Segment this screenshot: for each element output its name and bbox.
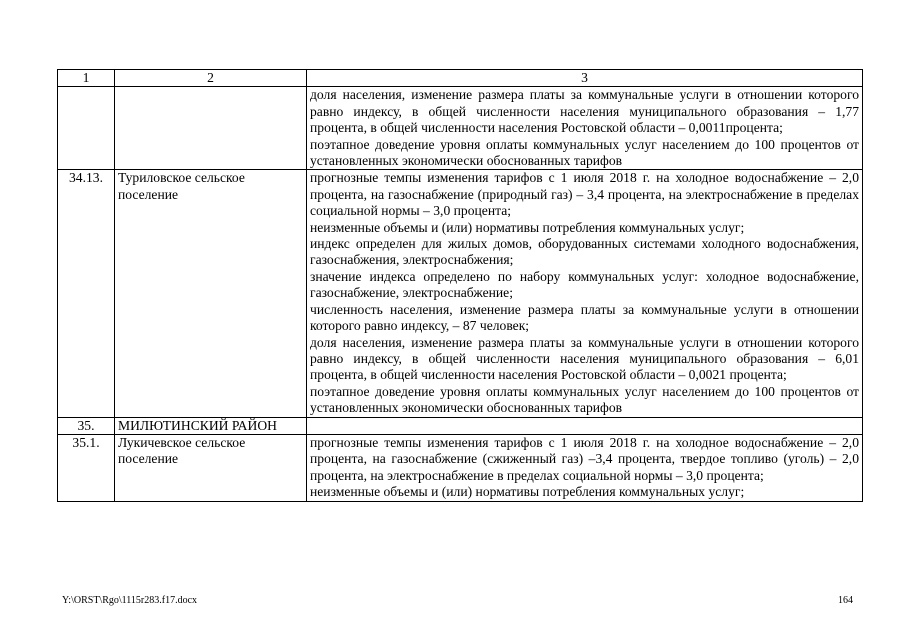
description-paragraph: доля населения, изменение размера платы за коммунальные услуги в отношении которого равно индексу, в общей численности населения муниципального образования – 1,77 процента, в общей численности населения Ростовской области – 0,0011процента;: [310, 87, 859, 136]
description-paragraph: прогнозные темпы изменения тарифов с 1 июля 2018 г. на холодное водоснабжение – 2,0 процента, на газоснабжение (природный газ) – 3,4 процента, на электроснабжение в пределах социальной нормы – 3,0 процента;: [310, 170, 859, 219]
table-row: [58, 434, 863, 501]
description-paragraph: неизменные объемы и (или) нормативы потребления коммунальных услуг;: [310, 219, 745, 235]
settlement-name: [115, 87, 307, 170]
description-paragraph: численность населения, изменение размера платы за коммунальные услуги в отношении которого равно индексу, – 87 человек;: [310, 301, 859, 334]
header-col-1: 1: [58, 70, 115, 87]
header-col-3: 3: [307, 70, 863, 87]
table-header-row: [58, 70, 863, 87]
page-number: 164: [838, 595, 853, 606]
description-paragraph: прогнозные темпы изменения тарифов с 1 июля 2018 г. на холодное водоснабжение – 2,0 процента, на газоснабжение (сжиженный газ) –3,4 процента, твердое топливо (уголь) – 2,0 процента, на электроснабжение в пределах социальной нормы – 3,0 процента;: [310, 434, 859, 483]
row-number: [58, 87, 115, 170]
description-paragraph: поэтапное доведение уровня оплаты коммунальных услуг населением до 100 процентов от установленных экономически обоснованных тарифов: [310, 383, 859, 416]
row-description: [307, 87, 863, 170]
description-paragraph: поэтапное доведение уровня оплаты коммунальных услуг населением до 100 процентов от установленных экономически обоснованных тарифов: [310, 136, 859, 169]
description-paragraph: значение индекса определено по набору коммунальных услуг: холодное водоснабжение, газоснабжение, электроснабжение;: [310, 268, 859, 301]
footer-file-path: Y:\ORST\Rgo\1115r283.f17.docx: [62, 595, 198, 606]
description-paragraph: индекс определен для жилых домов, оборудованных системами холодного водоснабжения, газоснабжения, электроснабжения;: [310, 236, 859, 268]
description-paragraph: доля населения, изменение размера платы за коммунальные услуги в отношении которого равно индексу, в общей численности населения муниципального образования – 6,01 процента, в общей численности населения Ростовской области – 0,0021 процента;: [310, 334, 859, 383]
row-number: 34.13.: [58, 170, 115, 417]
settlement-name: Туриловское сельское поселение: [115, 170, 307, 417]
row-description: [307, 434, 863, 501]
settlement-name: Лукичевское сельское поселение: [115, 434, 307, 501]
row-description: [307, 170, 863, 417]
table-row: [58, 87, 863, 170]
tariff-table: [57, 69, 863, 502]
header-col-2: 2: [115, 70, 307, 87]
description-paragraph: неизменные объемы и (или) нормативы потребления коммунальных услуг;: [310, 484, 745, 500]
district-row: [58, 417, 863, 434]
row-number: 35.1.: [58, 434, 115, 501]
row-description: [307, 417, 863, 434]
row-number: 35.: [58, 417, 115, 434]
district-name: МИЛЮТИНСКИЙ РАЙОН: [115, 417, 307, 434]
table-row: [58, 170, 863, 417]
